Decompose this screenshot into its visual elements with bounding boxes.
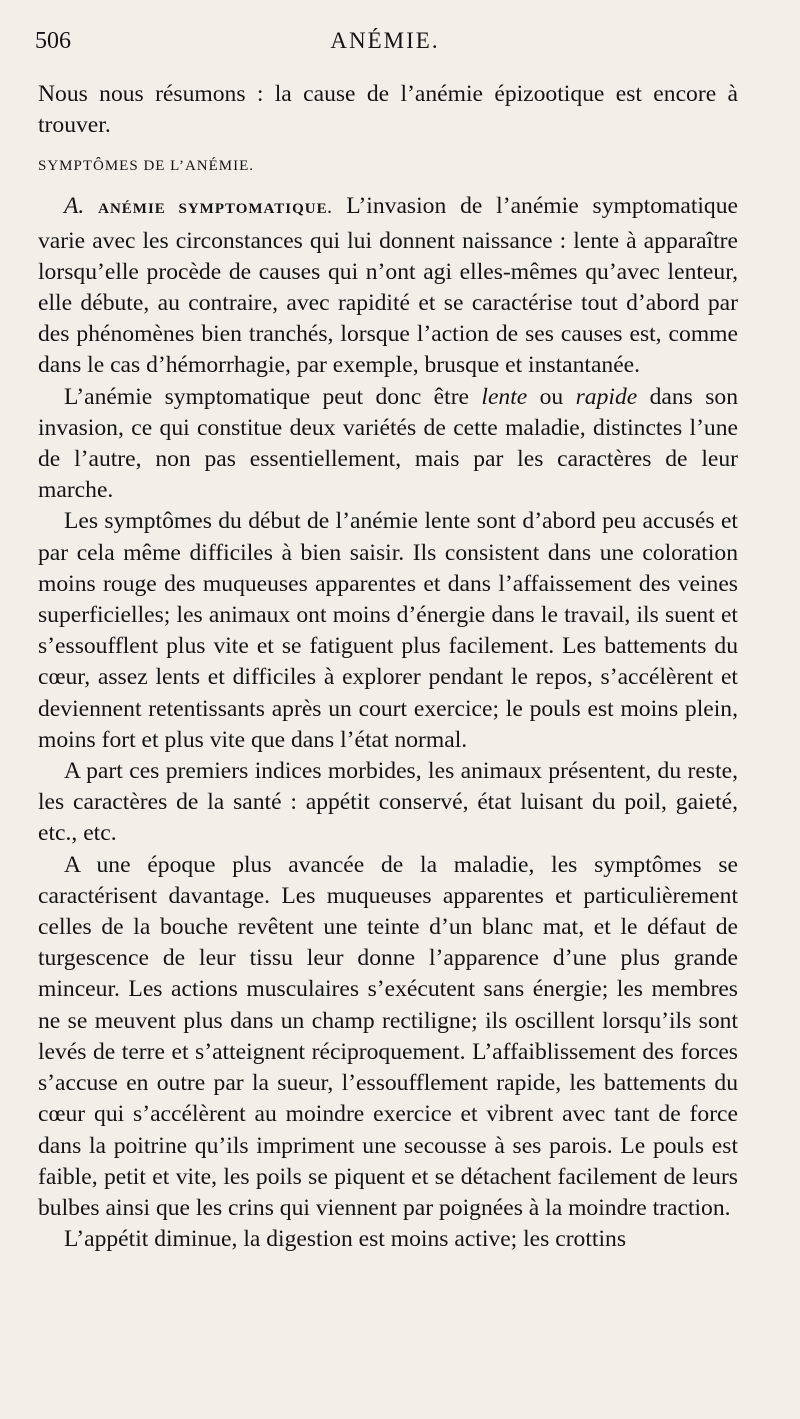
paragraph-2-text-c: dans son invasion, ce qui constitue deux variétés de cette maladie, distinctes l’une de l’autre, non pas essentiellement, mais par les caractères de leur marche. <box>38 383 738 504</box>
section-heading: SYMPTÔMES DE L’ANÉMIE. <box>38 158 255 175</box>
paragraph-4: A part ces premiers indices morbides, les animaux présentent, du reste, les caractères de la santé : appétit conservé, état luisant du poil, gaieté, etc., etc. <box>38 758 738 847</box>
paragraph-2 <box>38 382 738 507</box>
run-in-heading: ANÉMIE SYMPTOMATIQUE. <box>98 201 333 218</box>
page-number: 506 <box>35 28 71 54</box>
running-title: ANÉMIE. <box>330 28 440 53</box>
paragraph-5: A une époque plus avancée de la maladie, les symptômes se caractérisent davantage. Les muqueuses apparentes et particulièrement celles de la bouche revêtent une teinte d’un blanc mat, et le défaut de turgescence de leur tissu leur donne l’apparence d’une plus grande minceur. Les actions musculaires s’exécutent sans énergie; les membres ne se meuvent plus dans un champ rectiligne; ils oscillent lorsqu’ils sont levés de terre et s’atteignent réciproquement. L’affaiblissement des forces s’accuse en outre par la sueur, l’essoufflement rapide, les battements du cœur qui s’accélèrent au moindre exercice et vibrent avec tant de force dans la poitrine qu’ils impriment une secousse à ses parois. Le pouls est faible, petit et vite, les poils se piquent et se détachent facilement de leurs bulbes ainsi que les crins qui viennent par poignées à la moindre traction. <box>38 851 738 1221</box>
paragraph-2-text-a: L’anémie symptomatique peut donc être <box>64 383 482 410</box>
paragraph-1 <box>38 191 738 381</box>
paragraph-1-text: L’invasion de l’anémie symptomatique varie avec les circonstances qui lui donnent naissance : lente à apparaître lorsqu’elle procède de causes qui n’ont agi elles-mêmes qu’avec lenteur, elle débute, au contraire, avec rapidité et se caractérise tout d’abord par des phénomènes bien tranchés, lorsque l’action de ses causes est, comme dans le cas d’hémorrhagie, par exemple, brusque et instantanée. <box>38 193 738 379</box>
paragraph-6: L’appétit diminue, la digestion est moins active; les crottins <box>64 1226 626 1253</box>
emphasis-lente: lente <box>481 383 528 410</box>
body-text <box>38 79 738 1255</box>
page-header <box>35 28 775 62</box>
section-label: A. <box>64 193 85 220</box>
emphasis-rapide: rapide <box>575 383 638 410</box>
paragraph-0: Nous nous résumons : la cause de l’anémie épizootique est encore à trouver. <box>38 81 738 139</box>
paragraph-2-text-b: ou <box>527 383 576 410</box>
paragraph-3: Les symptômes du début de l’anémie lente sont d’abord peu accusés et par cela même difficiles à bien saisir. Ils consistent dans une coloration moins rouge des muqueuses apparentes et dans l’affaissement des veines superficielles; les animaux ont moins d’énergie dans le travail, ils suent et s’essoufflent plus vite et se fatiguent plus facilement. Les battements du cœur, assez lents et difficiles à explorer pendant le repos, s’accélèrent et deviennent retentissants après un court exercice; le pouls est moins plein, moins fort et plus vite que dans l’état normal. <box>38 508 738 753</box>
